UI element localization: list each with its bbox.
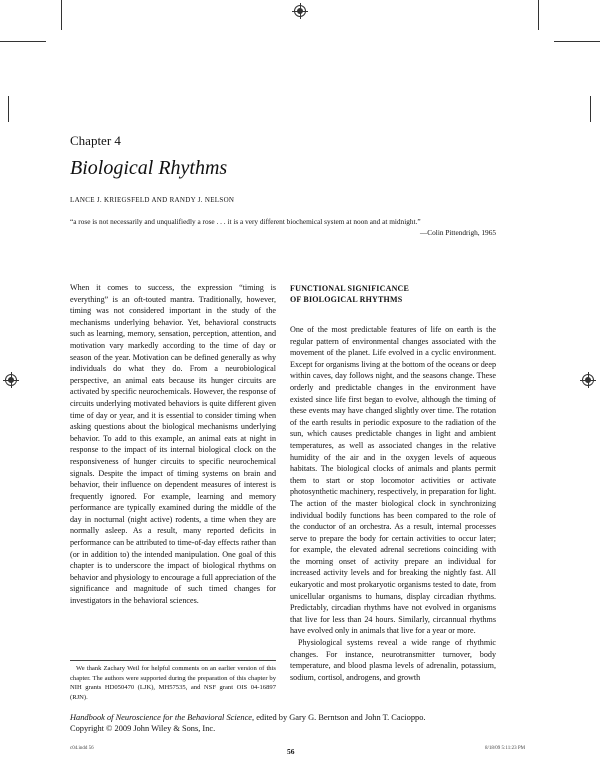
section-heading-line1: FUNCTIONAL SIGNIFICANCE — [290, 284, 410, 293]
crop-mark-top-left-v — [61, 0, 62, 30]
epigraph-attribution: —Colin Pittendrigh, 1965 — [419, 228, 496, 237]
body-column-left — [70, 282, 276, 607]
crop-mark-top-right-h — [554, 41, 600, 42]
slug-right: 8/18/09 5:11:23 PM — [485, 746, 526, 751]
body-column-right — [290, 283, 496, 683]
chapter-label: Chapter 4 — [70, 133, 121, 148]
page-number: 56 — [287, 747, 295, 756]
section-heading — [290, 283, 496, 305]
registration-mark-left — [5, 374, 17, 386]
crop-mark-top-right-v — [538, 0, 539, 30]
chapter-title: Biological Rhythms — [70, 157, 228, 179]
epigraph-quote: “a rose is not necessarily and unqualifiedly a rose . . . it is a very different biochemical system at noon and at midnight.” — [70, 217, 421, 226]
registration-mark-top — [294, 5, 306, 17]
section-heading-line2: OF BIOLOGICAL RHYTHMS — [290, 295, 403, 304]
footnote — [70, 664, 276, 702]
section-paragraph-1: One of the most predictable features of life on earth is the regular pattern of environmental changes associated with the movement of the planet. Life evolved in a cyclic environment. Except for organisms living at the bottom of the oceans or deep within caves, day follows night, and the seasons change. These orderly and predictable changes in the environment have existed since life first began to evolve, although the timing of these events may have changed slightly over time. The rotation of the earth results in periodic exposure to the radiation of the sun, which causes predictable changes in light and ambient temperatures, as well as associated changes in the relative humidity of the air and in the oxygen levels of aqueous habitats. The biological clocks of animals and plants permit them to start or stop locomotor activities or activate photosynthetic machinery, respectively, in preparation for light. The action of the master biological clock in synchronizing individual bodily functions has been compared to the role of the conductor of an orchestra. As a result, internal processes serve to prepare the body for certain activities to occur later; for example, the elevated adrenal secretions coinciding with the morning onset of activity prepare an individual for increased activity levels and for breaking the nightly fast. All eukaryotic and most prokaryotic organisms tested to date, from unicellular organisms to humans, display circadian rhythms. Predictably, circadian rhythms have not evolved in organisms that live for less than 24 hours. Similarly, circannual rhythms have evolved only in animals that live for a year or more. — [290, 325, 496, 636]
intro-paragraph: When it comes to success, the expression “timing is everything” is an oft-touted mantra. Traditionally, however, timing was not considered important in the study of the mechanisms underlying behavior. Yet, behavioral constructs such as learning, memory, sensation, perception, attention, and motivation vary markedly according to the time of day or season of the year. Motivation can be defined generally as why individuals do what they do. From a neurobiological perspective, an animal eats because its hunger circuits are activated by specific neurochemicals. However, the response of circuits underlying motivated behaviors is quite different given time of day or year, and it is essential to consider timing when asking questions about the biological mechanisms underlying behavior. To add to this example, an animal eats at night in response to the impact of its internal biological clock on the responsiveness of hunger circuits to specific neurochemical signals. Despite the impact of timing systems on brain and behavior, their influence on dependent measures of interest is frequently ignored. For example, learning and memory performance are typically examined during the middle of the day in nocturnal (night active) rodents, a time when they are normally asleep. As a result, many reported deficits in performance can be attributed to time-of-day effects rather than (or in addition to) the intended manipulation. One goal of this chapter is to underscore the impact of biological rhythms on behavior and physiology to encourage a full appreciation of the significance and magnitude of such timed changes for investigators in the behavioral sciences. — [70, 283, 276, 606]
section-paragraph-2: Physiological systems reveal a wide range of rhythmic changes. For instance, neurotransmitter turnover, body temperature, and blood plasma levels of adrenalin, potassium, sodium, cortisol, androgens, and growth — [290, 638, 496, 682]
book-credit — [70, 712, 550, 734]
book-credit-line1: Handbook of Neuroscience for the Behavioral Science, edited by Gary G. Berntson and John T. Cacioppo. — [70, 713, 426, 722]
footnote-rule — [70, 660, 276, 661]
crop-mark-top-left-h — [0, 41, 46, 42]
registration-mark-right — [582, 374, 594, 386]
epigraph — [70, 216, 496, 238]
footnote-text: We thank Zachary Weil for helpful comments on an earlier version of this chapter. The authors were supported during the preparation of this chapter by NIH grants HD050470 (LJK), MH57535, and NSF grant OIS 04-16897 (RJN). — [70, 665, 276, 701]
crop-mark-left-bracket — [8, 96, 9, 122]
slug-left: c04.indd 56 — [70, 746, 94, 751]
chapter-authors: LANCE J. KRIEGSFELD AND RANDY J. NELSON — [70, 196, 235, 204]
crop-mark-right-bracket — [590, 96, 591, 122]
book-credit-line2: Copyright © 2009 John Wiley & Sons, Inc. — [70, 724, 216, 733]
